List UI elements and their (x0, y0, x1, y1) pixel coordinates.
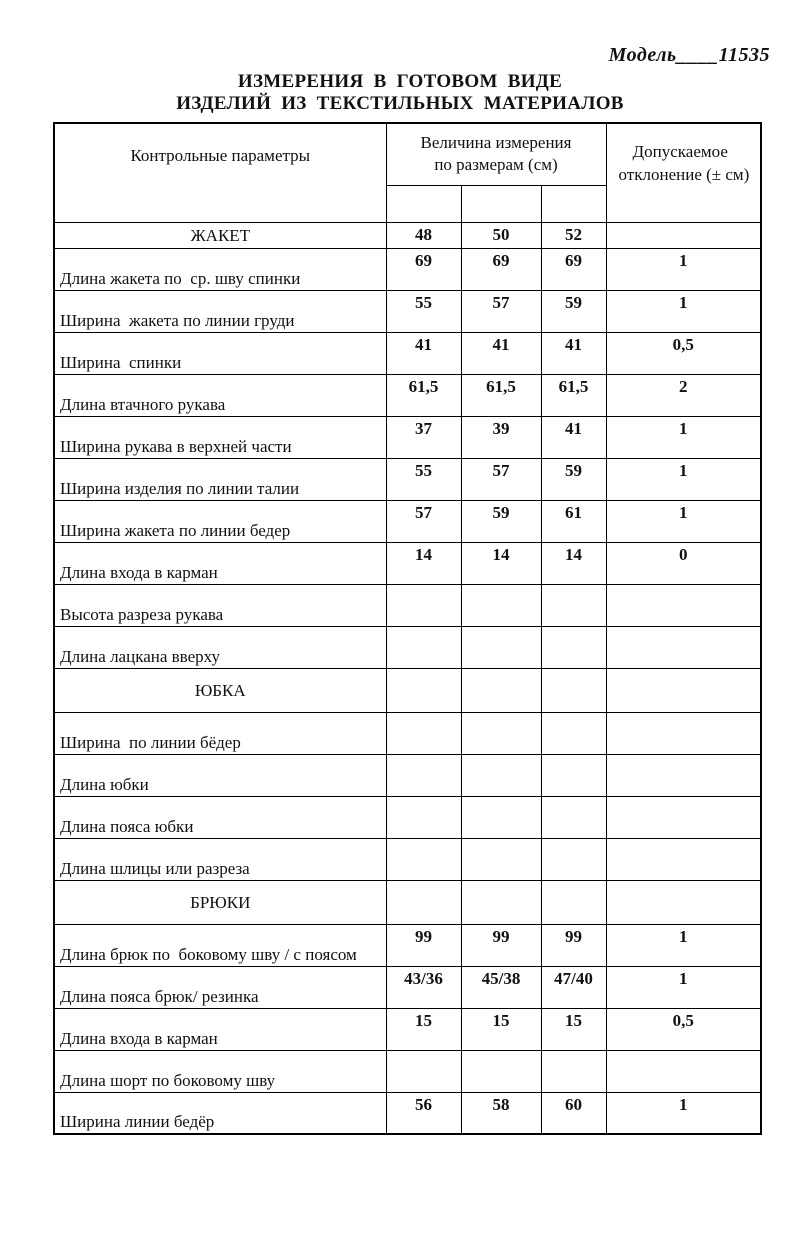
measurement-value: 57 (461, 290, 541, 332)
table-row (54, 374, 761, 416)
document-page (0, 44, 800, 1244)
tolerance-value (606, 880, 761, 924)
tolerance-value: 1 (606, 290, 761, 332)
measurement-value: 57 (386, 500, 461, 542)
measurement-value: 61,5 (461, 374, 541, 416)
tolerance-value: 0,5 (606, 332, 761, 374)
parameter-label: Ширина спинки (54, 332, 386, 374)
measurement-value: 61,5 (541, 374, 606, 416)
table-header (54, 123, 761, 222)
measurement-value (386, 754, 461, 796)
section-row (54, 880, 761, 924)
table-row (54, 584, 761, 626)
table-row (54, 500, 761, 542)
document-title (0, 71, 800, 115)
measurement-value: 60 (541, 1092, 606, 1134)
table-row (54, 626, 761, 668)
measurement-value: 14 (541, 542, 606, 584)
measurement-value: 99 (461, 924, 541, 966)
parameter-label: Ширина жакета по линии груди (54, 290, 386, 332)
measurements-table-body (54, 222, 761, 1134)
parameter-label: Длина шлицы или разреза (54, 838, 386, 880)
table-row (54, 1008, 761, 1050)
parameter-label: Высота разреза рукава (54, 584, 386, 626)
measurement-value: 99 (386, 924, 461, 966)
section-row (54, 222, 761, 248)
tolerance-value: 2 (606, 374, 761, 416)
measurement-value: 61,5 (386, 374, 461, 416)
measurement-value: 58 (461, 1092, 541, 1134)
measurement-value (541, 1050, 606, 1092)
parameter-label: Длина жакета по ср. шву спинки (54, 248, 386, 290)
parameter-label: Ширина изделия по линии талии (54, 458, 386, 500)
measurement-value: 59 (541, 290, 606, 332)
parameter-label: Длина входа в карман (54, 542, 386, 584)
parameter-label: Длина лацкана вверху (54, 626, 386, 668)
table-row (54, 290, 761, 332)
measurement-value: 57 (461, 458, 541, 500)
section-label: ЮБКА (54, 668, 386, 712)
measurement-value (461, 626, 541, 668)
parameter-label: Длина пояса юбки (54, 796, 386, 838)
measurement-value (541, 712, 606, 754)
table-row (54, 416, 761, 458)
tolerance-value: 1 (606, 416, 761, 458)
parameter-label: Ширина линии бедёр (54, 1092, 386, 1134)
measurement-value: 47/40 (541, 966, 606, 1008)
table-row (54, 1050, 761, 1092)
parameter-label: Длина юбки (54, 754, 386, 796)
measurement-value (541, 796, 606, 838)
measurement-value: 56 (386, 1092, 461, 1134)
table-row (54, 332, 761, 374)
measurements-table (53, 122, 762, 1135)
measurement-value (386, 880, 461, 924)
measurement-value: 45/38 (461, 966, 541, 1008)
table-row (54, 924, 761, 966)
table-row (54, 542, 761, 584)
table-row (54, 712, 761, 754)
column-header-sizes-span: Величина измерения по размерам (см) (386, 123, 606, 185)
measurement-value (541, 754, 606, 796)
parameter-label: Длина втачного рукава (54, 374, 386, 416)
column-header-tolerance: Допускаемое отклонение (± см) (606, 123, 761, 222)
measurement-value: 39 (461, 416, 541, 458)
table-row (54, 458, 761, 500)
measurement-value (461, 712, 541, 754)
parameter-label: Длина шорт по боковому шву (54, 1050, 386, 1092)
section-label: ЖАКЕТ (54, 222, 386, 248)
tolerance-value (606, 584, 761, 626)
document-title-line1: ИЗМЕРЕНИЯ В ГОТОВОМ ВИДЕ (237, 71, 563, 92)
measurement-value: 52 (541, 222, 606, 248)
parameter-label: Ширина по линии бёдер (54, 712, 386, 754)
measurement-value: 61 (541, 500, 606, 542)
measurement-value (541, 584, 606, 626)
measurement-value: 15 (461, 1008, 541, 1050)
tolerance-value: 1 (606, 458, 761, 500)
tolerance-value (606, 754, 761, 796)
table-row (54, 754, 761, 796)
size-subheader-cell-2 (461, 185, 541, 222)
measurement-value: 69 (461, 248, 541, 290)
measurement-value: 15 (541, 1008, 606, 1050)
measurement-value (461, 1050, 541, 1092)
measurement-value (386, 668, 461, 712)
table-row (54, 796, 761, 838)
measurement-value (541, 838, 606, 880)
tolerance-value: 1 (606, 1092, 761, 1134)
tolerance-value (606, 668, 761, 712)
measurement-value: 55 (386, 290, 461, 332)
measurement-value (386, 712, 461, 754)
column-header-parameters: Контрольные параметры (54, 123, 386, 222)
measurement-value: 50 (461, 222, 541, 248)
measurement-value (461, 584, 541, 626)
measurement-value (541, 626, 606, 668)
measurement-value: 48 (386, 222, 461, 248)
measurement-value (461, 796, 541, 838)
measurement-value: 99 (541, 924, 606, 966)
table-row (54, 1092, 761, 1134)
measurement-value: 41 (461, 332, 541, 374)
tolerance-value (606, 712, 761, 754)
tolerance-value (606, 838, 761, 880)
measurement-value: 41 (541, 416, 606, 458)
measurement-value: 15 (386, 1008, 461, 1050)
tolerance-value: 0,5 (606, 1008, 761, 1050)
measurement-value (386, 796, 461, 838)
measurement-value: 59 (541, 458, 606, 500)
size-subheader-cell-1 (386, 185, 461, 222)
tolerance-value: 1 (606, 924, 761, 966)
tolerance-value: 0 (606, 542, 761, 584)
tolerance-value (606, 1050, 761, 1092)
measurement-value: 14 (386, 542, 461, 584)
measurement-value (386, 838, 461, 880)
measurement-value (386, 1050, 461, 1092)
parameter-label: Длина входа в карман (54, 1008, 386, 1050)
measurement-value (461, 754, 541, 796)
measurement-value: 41 (386, 332, 461, 374)
measurement-value: 55 (386, 458, 461, 500)
measurement-value: 14 (461, 542, 541, 584)
tolerance-value (606, 626, 761, 668)
measurement-value (461, 668, 541, 712)
model-number-line: Модель____11535 (608, 44, 770, 66)
section-label: БРЮКИ (54, 880, 386, 924)
parameter-label: Длина пояса брюк/ резинка (54, 966, 386, 1008)
parameter-label: Ширина рукава в верхней части (54, 416, 386, 458)
measurement-value (541, 668, 606, 712)
tolerance-value (606, 796, 761, 838)
measurement-value: 69 (386, 248, 461, 290)
tolerance-value: 1 (606, 966, 761, 1008)
tolerance-value: 1 (606, 248, 761, 290)
measurement-value (461, 880, 541, 924)
parameter-label: Ширина жакета по линии бедер (54, 500, 386, 542)
measurement-value (386, 584, 461, 626)
tolerance-value (606, 222, 761, 248)
measurement-value: 69 (541, 248, 606, 290)
measurement-value: 37 (386, 416, 461, 458)
measurement-value: 59 (461, 500, 541, 542)
measurement-value (386, 626, 461, 668)
table-row (54, 966, 761, 1008)
measurement-value: 43/36 (386, 966, 461, 1008)
measurement-value: 41 (541, 332, 606, 374)
table-row (54, 248, 761, 290)
measurement-value (541, 880, 606, 924)
size-subheader-cell-3 (541, 185, 606, 222)
table-row (54, 838, 761, 880)
section-row (54, 668, 761, 712)
tolerance-value: 1 (606, 500, 761, 542)
parameter-label: Длина брюк по боковому шву / с поясом (54, 924, 386, 966)
document-title-line2: ИЗДЕЛИЙ ИЗ ТЕКСТИЛЬНЫХ МАТЕРИАЛОВ (176, 93, 624, 114)
measurement-value (461, 838, 541, 880)
